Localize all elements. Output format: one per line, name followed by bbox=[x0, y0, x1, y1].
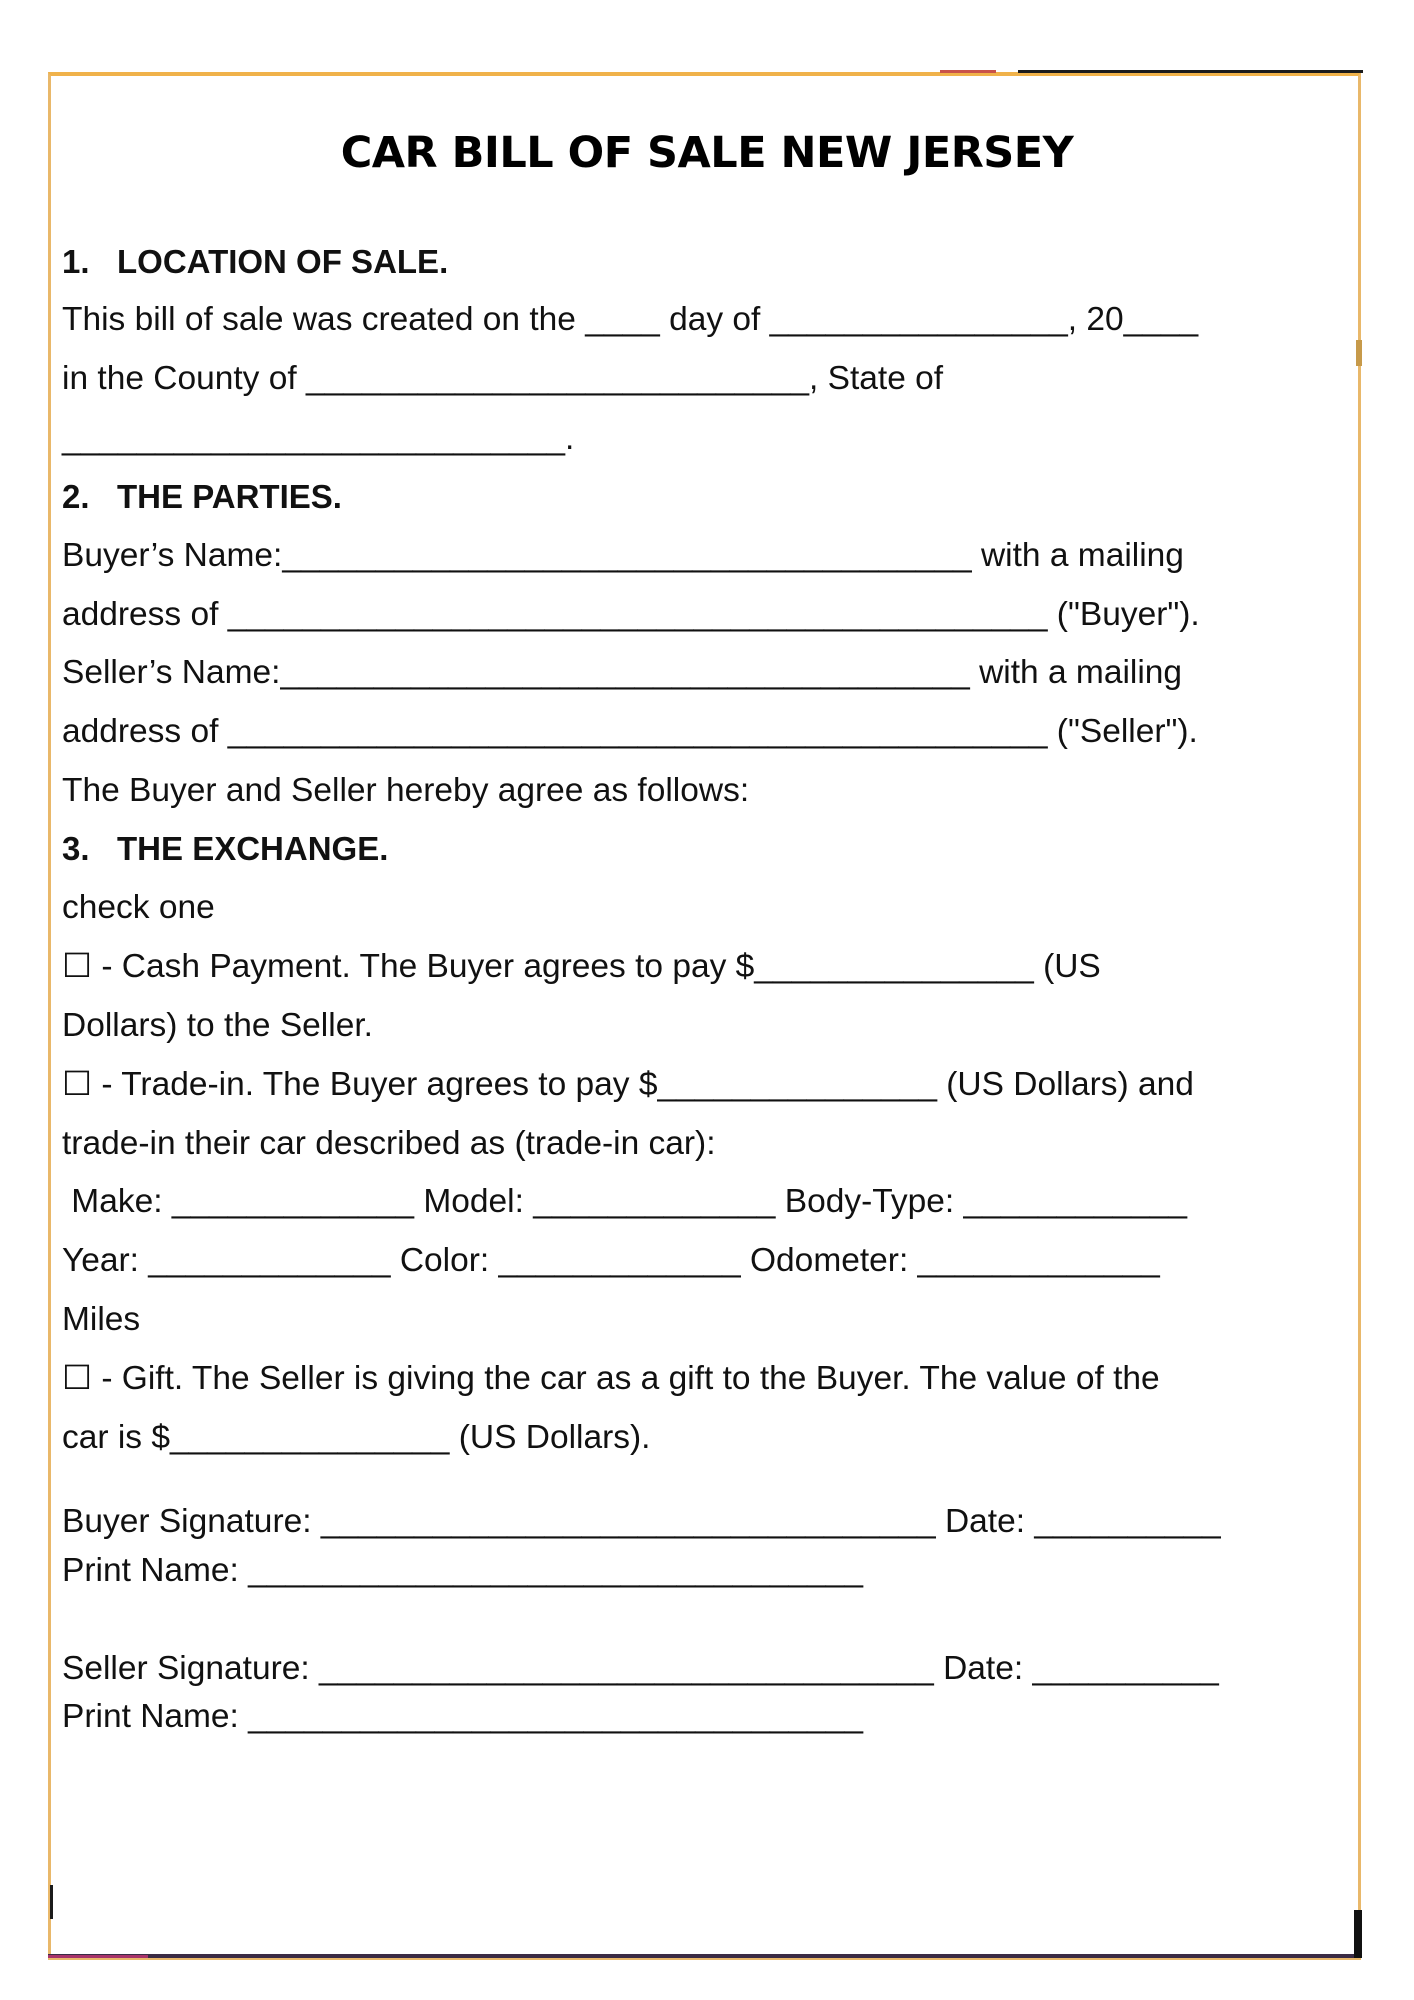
buyer-name-line[interactable]: Buyer’s Name:_____________________________________ with a mailing bbox=[62, 537, 1184, 574]
buyer-address-line[interactable]: address of ____________________________________________ ("Buyer"). bbox=[62, 596, 1200, 633]
check-one-label: check one bbox=[62, 889, 215, 926]
section-heading-parties: 2. THE PARTIES. bbox=[62, 478, 342, 515]
border-accent-top-red bbox=[940, 70, 996, 73]
document-title: CAR BILL OF SALE NEW JERSEY bbox=[340, 128, 1074, 178]
trade-in-option[interactable]: ☐ - Trade-in. The Buyer agrees to pay $_______________ (US Dollars) and bbox=[62, 1066, 1194, 1103]
trade-in-make-model-body[interactable]: Make: _____________ Model: _____________ Body-Type: ____________ bbox=[62, 1183, 1188, 1220]
section-heading-location: 1. LOCATION OF SALE. bbox=[62, 243, 449, 280]
agreement-text: The Buyer and Seller hereby agree as follows: bbox=[62, 772, 750, 809]
cash-payment-continued: Dollars) to the Seller. bbox=[62, 1007, 373, 1044]
seller-signature-line[interactable]: Seller Signature: _________________________________ Date: __________ bbox=[62, 1650, 1219, 1687]
cash-payment-option[interactable]: ☐ - Cash Payment. The Buyer agrees to pay $_______________ (US bbox=[62, 948, 1101, 985]
trade-in-description: trade-in their car described as (trade-in car): bbox=[62, 1125, 716, 1162]
state-line[interactable]: ___________________________. bbox=[62, 420, 575, 457]
border-accent-top-dark bbox=[1018, 70, 1363, 73]
gift-value-line[interactable]: car is $_______________ (US Dollars). bbox=[62, 1419, 651, 1456]
seller-address-line[interactable]: address of ____________________________________________ ("Seller"). bbox=[62, 713, 1198, 750]
border-accent-bottom-red bbox=[48, 1955, 148, 1958]
trade-in-year-color-odometer[interactable]: Year: _____________ Color: _____________ Odometer: _____________ bbox=[62, 1242, 1160, 1279]
buyer-signature-line[interactable]: Buyer Signature: _________________________________ Date: __________ bbox=[62, 1503, 1221, 1540]
section-heading-exchange: 3. THE EXCHANGE. bbox=[62, 830, 389, 867]
border-accent-right-tick bbox=[1356, 340, 1362, 366]
border-accent-left-tick bbox=[50, 1885, 53, 1919]
border-accent-bottom-dark bbox=[48, 1954, 1361, 1958]
county-line[interactable]: in the County of ___________________________, State of bbox=[62, 360, 944, 397]
buyer-print-name-line[interactable]: Print Name: _________________________________ bbox=[62, 1552, 863, 1589]
seller-print-name-line[interactable]: Print Name: _________________________________ bbox=[62, 1698, 863, 1735]
sale-date-line[interactable]: This bill of sale was created on the ____ day of ________________, 20____ bbox=[62, 301, 1199, 338]
gift-option[interactable]: ☐ - Gift. The Seller is giving the car as a gift to the Buyer. The value of the bbox=[62, 1360, 1160, 1397]
odometer-unit: Miles bbox=[62, 1301, 141, 1338]
border-accent-corner bbox=[1354, 1910, 1362, 1958]
seller-name-line[interactable]: Seller’s Name:_____________________________________ with a mailing bbox=[62, 654, 1183, 691]
